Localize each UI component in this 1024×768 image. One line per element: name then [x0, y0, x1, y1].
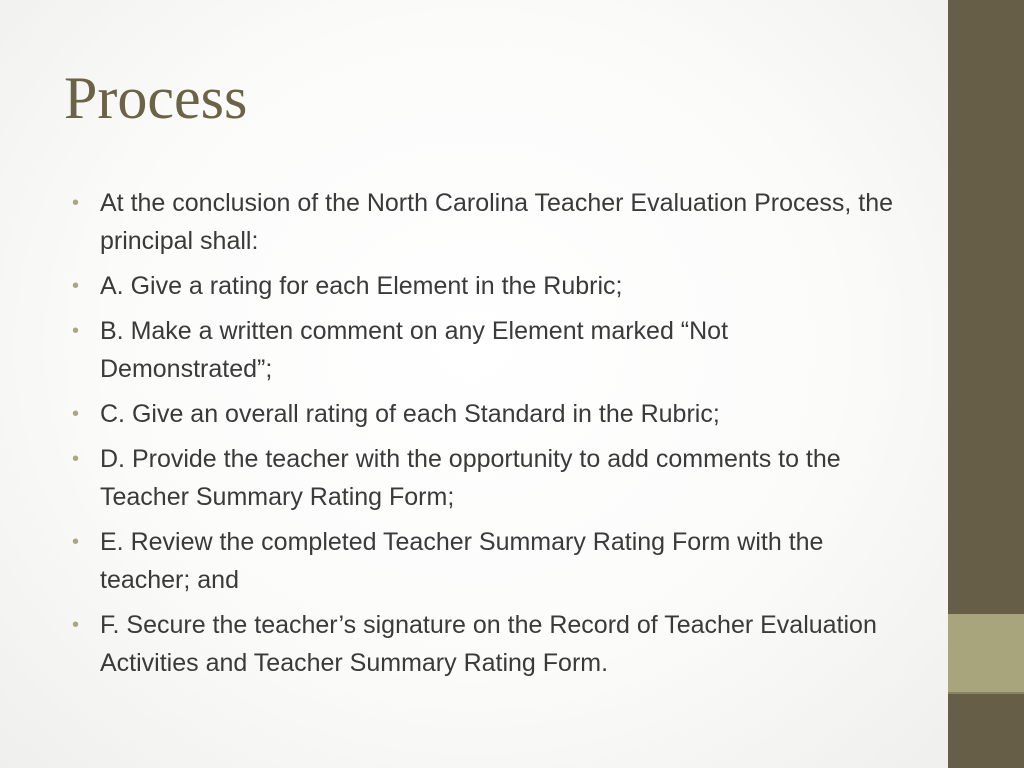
bullet-text: F. Secure the teacher’s signature on the Record of Teacher Evaluation Activities and Teacher Summary Rating Form.	[100, 611, 877, 677]
bullet-text: At the conclusion of the North Carolina Teacher Evaluation Process, the principal shall:	[100, 189, 894, 255]
bullet-item-d	[72, 440, 902, 516]
bullet-text: C. Give an overall rating of each Standard in the Rubric;	[100, 400, 720, 428]
bullet-text: E. Review the completed Teacher Summary Rating Form with the teacher; and	[100, 528, 824, 594]
bullet-dot-icon: •	[72, 614, 80, 636]
bullet-text: A. Give a rating for each Element in the Rubric;	[100, 272, 623, 300]
bullet-item-b	[72, 312, 902, 388]
bullet-text: D. Provide the teacher with the opportunity to add comments to the Teacher Summary Rating Form;	[100, 445, 841, 511]
bullet-dot-icon: •	[72, 275, 80, 297]
bullet-list	[72, 184, 902, 689]
decorative-sidebar-divider	[948, 692, 1024, 694]
bullet-dot-icon: •	[72, 320, 80, 342]
bullet-dot-icon: •	[72, 448, 80, 470]
bullet-item-a	[72, 267, 902, 305]
bullet-item-e	[72, 523, 902, 599]
bullet-item-intro	[72, 184, 902, 260]
bullet-dot-icon: •	[72, 403, 80, 425]
bullet-dot-icon: •	[72, 192, 80, 214]
bullet-item-c	[72, 395, 902, 433]
bullet-item-f	[72, 606, 902, 682]
decorative-sidebar-accent	[948, 614, 1024, 692]
bullet-dot-icon: •	[72, 531, 80, 553]
bullet-text: B. Make a written comment on any Element marked “Not Demonstrated”;	[100, 317, 729, 383]
slide-title: Process	[64, 65, 248, 131]
